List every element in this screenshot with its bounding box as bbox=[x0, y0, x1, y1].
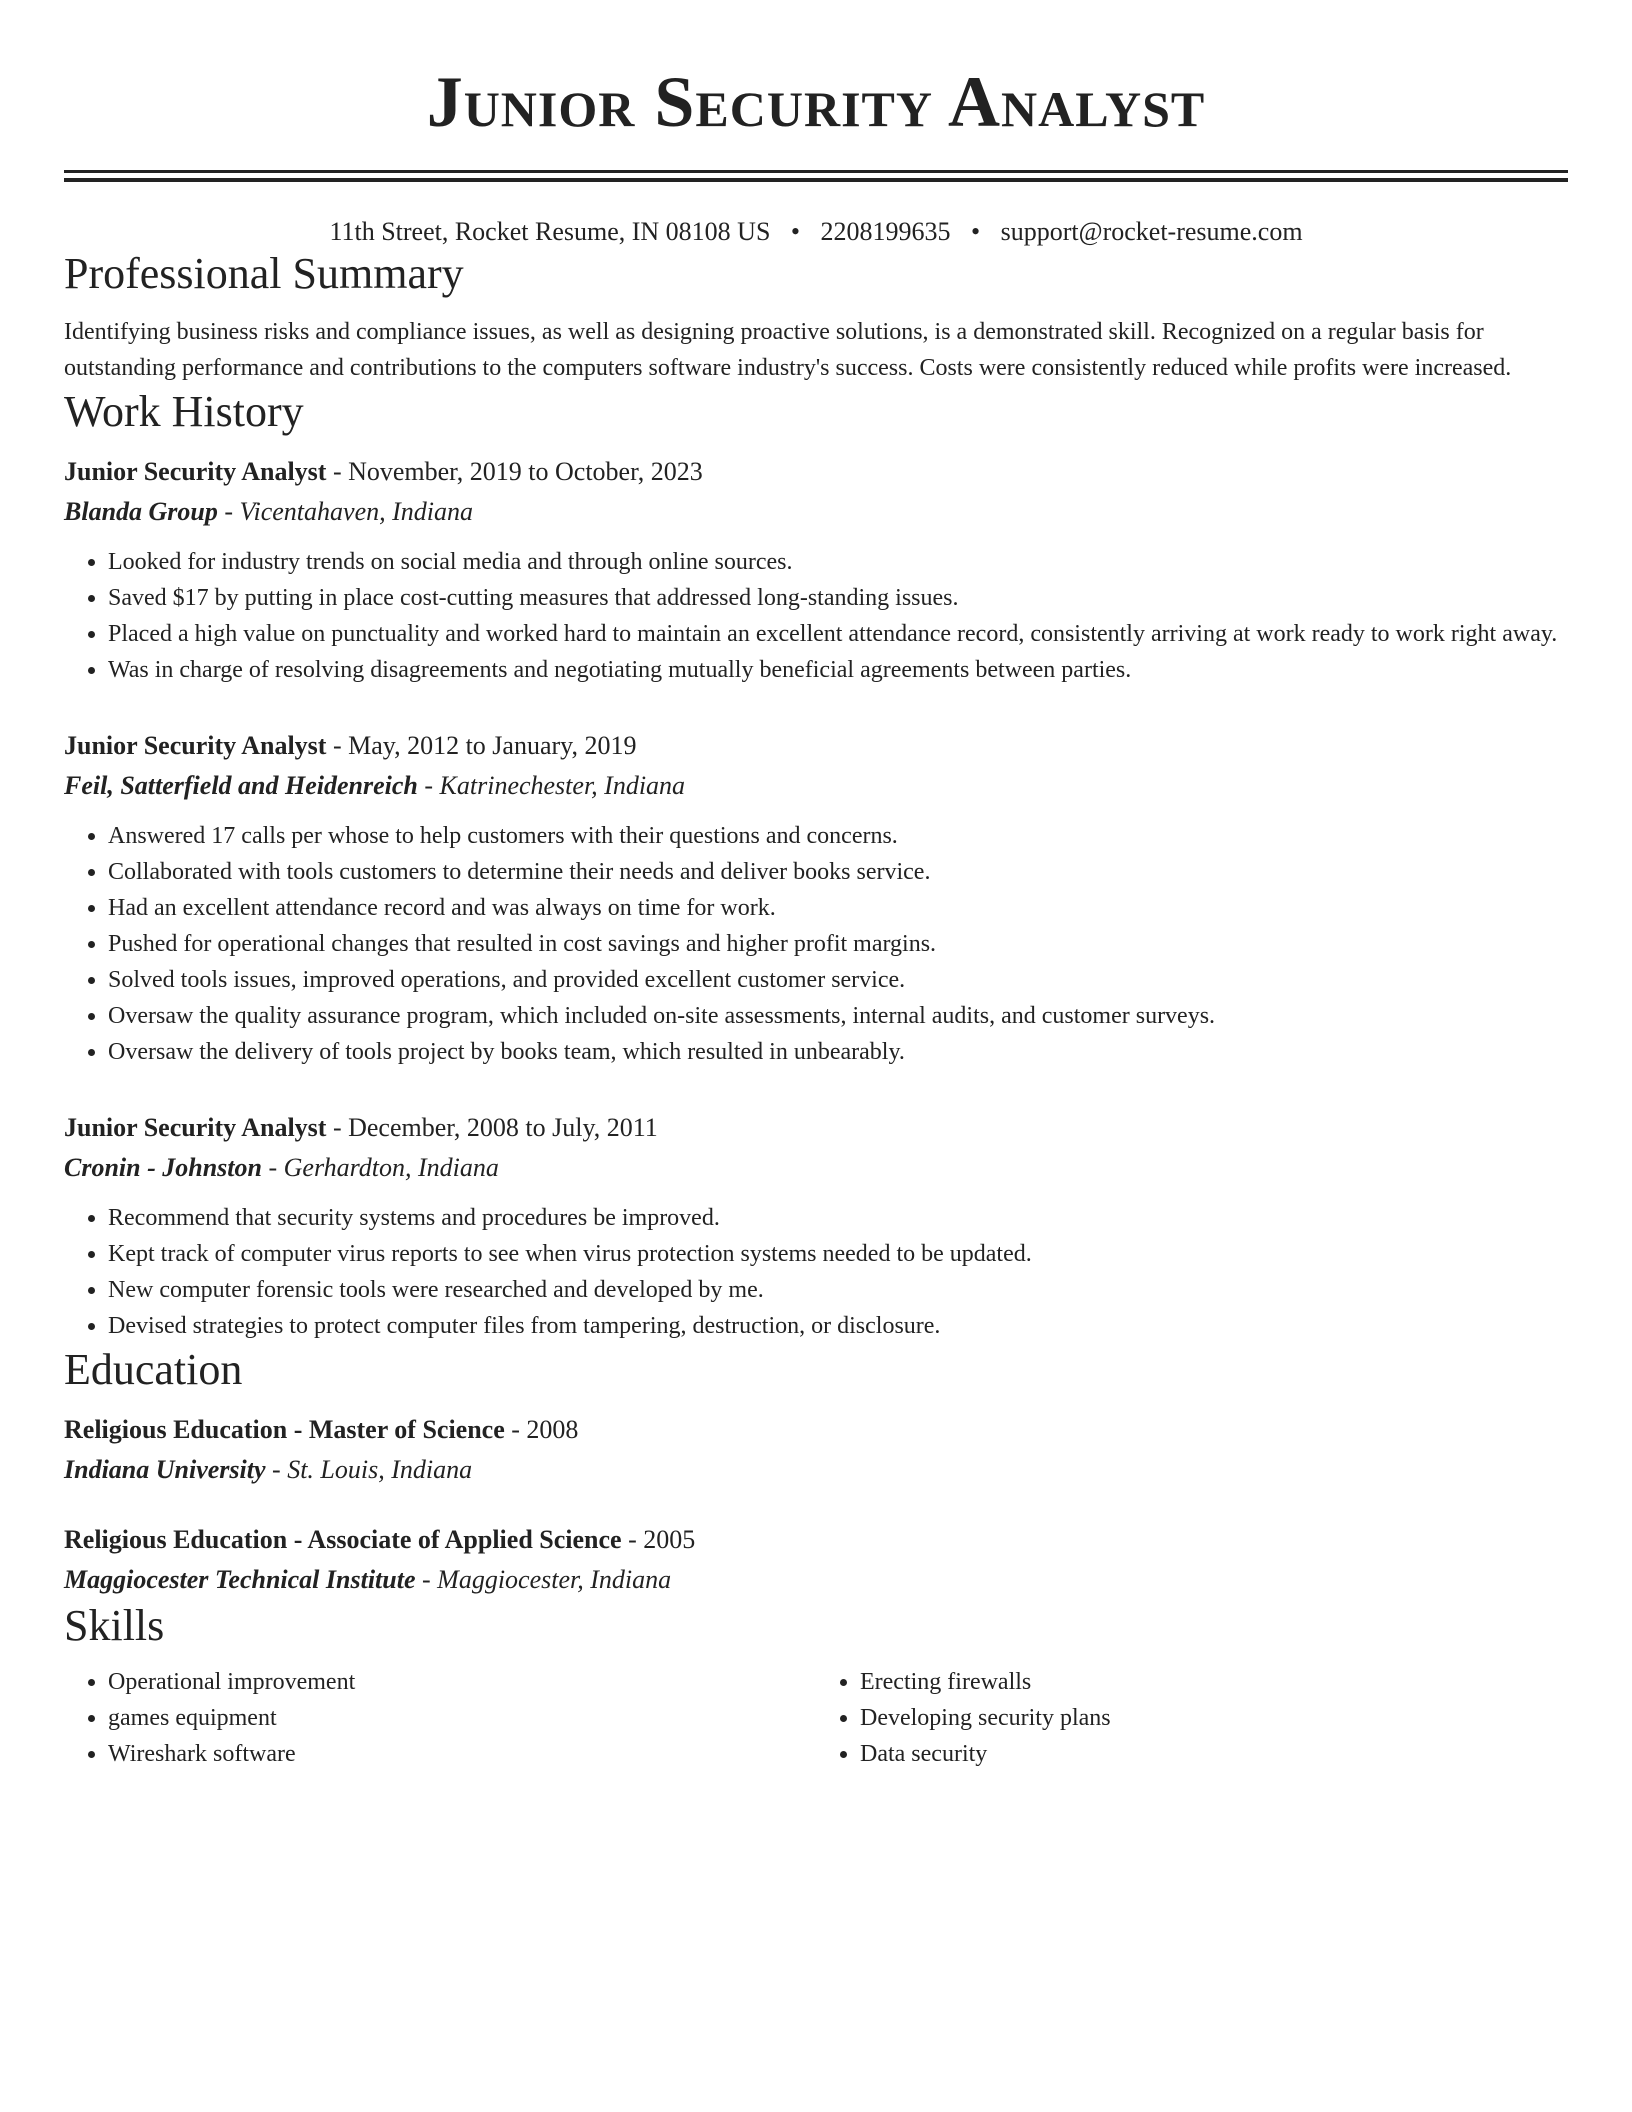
job-title: Junior Security Analyst bbox=[64, 731, 327, 760]
list-item: • New computer forensic tools were researched and developed by me. bbox=[108, 1272, 1568, 1308]
list-item: • Saved $17 by putting in place cost-cutting measures that addressed long-standing issues. bbox=[108, 580, 1568, 616]
education-location: - St. Louis, Indiana bbox=[265, 1455, 473, 1484]
skills-heading: Skills bbox=[64, 1601, 165, 1650]
list-item: • Pushed for operational changes that resulted in cost savings and higher profit margins. bbox=[108, 926, 1568, 962]
contact-line bbox=[64, 216, 1568, 248]
list-item: • Was in charge of resolving disagreements and negotiating mutually beneficial agreements between parties. bbox=[108, 652, 1568, 688]
job-location: - Vicentahaven, Indiana bbox=[217, 497, 473, 526]
title-double-rule bbox=[64, 170, 1568, 182]
skill-item: • Erecting firewalls bbox=[860, 1664, 1568, 1700]
skill-item: • Data security bbox=[860, 1736, 1568, 1772]
list-item: • Devised strategies to protect computer files from tampering, destruction, or disclosure. bbox=[108, 1308, 1568, 1344]
education-school: Indiana University bbox=[64, 1455, 266, 1484]
contact-phone: 2208199635 bbox=[820, 217, 951, 246]
education-school: Maggiocester Technical Institute bbox=[64, 1565, 416, 1594]
education-school-line bbox=[64, 1560, 1568, 1600]
skills-column-left bbox=[64, 1664, 816, 1772]
skills-column-right bbox=[816, 1664, 1568, 1772]
job-bullets bbox=[64, 1200, 1568, 1344]
skills-grid bbox=[64, 1664, 1568, 1772]
education-school-line bbox=[64, 1450, 1568, 1490]
list-item: • Placed a high value on punctuality and worked hard to maintain an excellent attendance record, consistently arriving at work ready to work right away. bbox=[108, 616, 1568, 652]
education-degree-line bbox=[64, 1410, 1568, 1450]
list-item: • Looked for industry trends on social media and through online sources. bbox=[108, 544, 1568, 580]
contact-email: support@rocket-resume.com bbox=[1000, 217, 1303, 246]
resume-title: Junior Security Analyst bbox=[426, 62, 1206, 142]
list-item: • Oversaw the delivery of tools project by books team, which resulted in unbearably. bbox=[108, 1034, 1568, 1070]
education-degree: Religious Education - Associate of Applied Science bbox=[64, 1525, 622, 1554]
job-dates: - May, 2012 to January, 2019 bbox=[326, 731, 637, 760]
list-item: • Solved tools issues, improved operations, and provided excellent customer service. bbox=[108, 962, 1568, 998]
job-bullets bbox=[64, 818, 1568, 1070]
contact-separator: • bbox=[971, 217, 981, 246]
skill-item: • Wireshark software bbox=[108, 1736, 816, 1772]
skill-item: • games equipment bbox=[108, 1700, 816, 1736]
job-title: Junior Security Analyst bbox=[64, 1113, 327, 1142]
job-company: Blanda Group bbox=[64, 497, 218, 526]
education-location: - Maggiocester, Indiana bbox=[415, 1565, 672, 1594]
job-entry bbox=[64, 452, 1568, 688]
job-company-line bbox=[64, 492, 1568, 532]
education-heading: Education bbox=[64, 1345, 243, 1394]
list-item: • Oversaw the quality assurance program, which included on-site assessments, internal audits, and customer surveys. bbox=[108, 998, 1568, 1034]
contact-separator: • bbox=[790, 217, 801, 246]
job-company: Feil, Satterfield and Heidenreich bbox=[64, 771, 418, 800]
skills-list bbox=[64, 1664, 816, 1772]
work-history-heading: Work History bbox=[64, 387, 304, 436]
education-entry bbox=[64, 1410, 1568, 1490]
education-entry bbox=[64, 1520, 1568, 1600]
job-title: Junior Security Analyst bbox=[64, 457, 327, 486]
contact-address: 11th Street, Rocket Resume, IN 08108 US bbox=[329, 217, 771, 246]
job-company-line bbox=[64, 766, 1568, 806]
job-location: - Gerhardton, Indiana bbox=[261, 1153, 499, 1182]
list-item: • Had an excellent attendance record and was always on time for work. bbox=[108, 890, 1568, 926]
job-dates: - December, 2008 to July, 2011 bbox=[326, 1113, 658, 1142]
list-item: • Kept track of computer virus reports to see when virus protection systems needed to be updated. bbox=[108, 1236, 1568, 1272]
education-degree: Religious Education - Master of Science bbox=[64, 1415, 505, 1444]
skills-list bbox=[816, 1664, 1568, 1772]
job-bullets bbox=[64, 544, 1568, 688]
skill-item: • Developing security plans bbox=[860, 1700, 1568, 1736]
job-dates: - November, 2019 to October, 2023 bbox=[326, 457, 703, 486]
job-location: - Katrinechester, Indiana bbox=[417, 771, 686, 800]
job-title-line bbox=[64, 1108, 1568, 1148]
list-item: • Recommend that security systems and procedures be improved. bbox=[108, 1200, 1568, 1236]
education-year: - 2005 bbox=[621, 1525, 696, 1554]
job-title-line bbox=[64, 452, 1568, 492]
job-company: Cronin - Johnston bbox=[64, 1153, 262, 1182]
summary-text: Identifying business risks and compliance issues, as well as designing proactive solutions, is a demonstrated skill. Recognized on a regular basis for outstanding performance and contributions to the computers software industry's success. Costs were consistently reduced while profits were increased. bbox=[64, 319, 1512, 381]
job-entry bbox=[64, 726, 1568, 1070]
skill-item: • Operational improvement bbox=[108, 1664, 816, 1700]
job-title-line bbox=[64, 726, 1568, 766]
job-company-line bbox=[64, 1148, 1568, 1188]
list-item: • Collaborated with tools customers to determine their needs and deliver books service. bbox=[108, 854, 1568, 890]
job-entry bbox=[64, 1108, 1568, 1344]
summary-heading: Professional Summary bbox=[64, 249, 464, 298]
education-degree-line bbox=[64, 1520, 1568, 1560]
list-item: • Answered 17 calls per whose to help customers with their questions and concerns. bbox=[108, 818, 1568, 854]
education-year: - 2008 bbox=[504, 1415, 579, 1444]
